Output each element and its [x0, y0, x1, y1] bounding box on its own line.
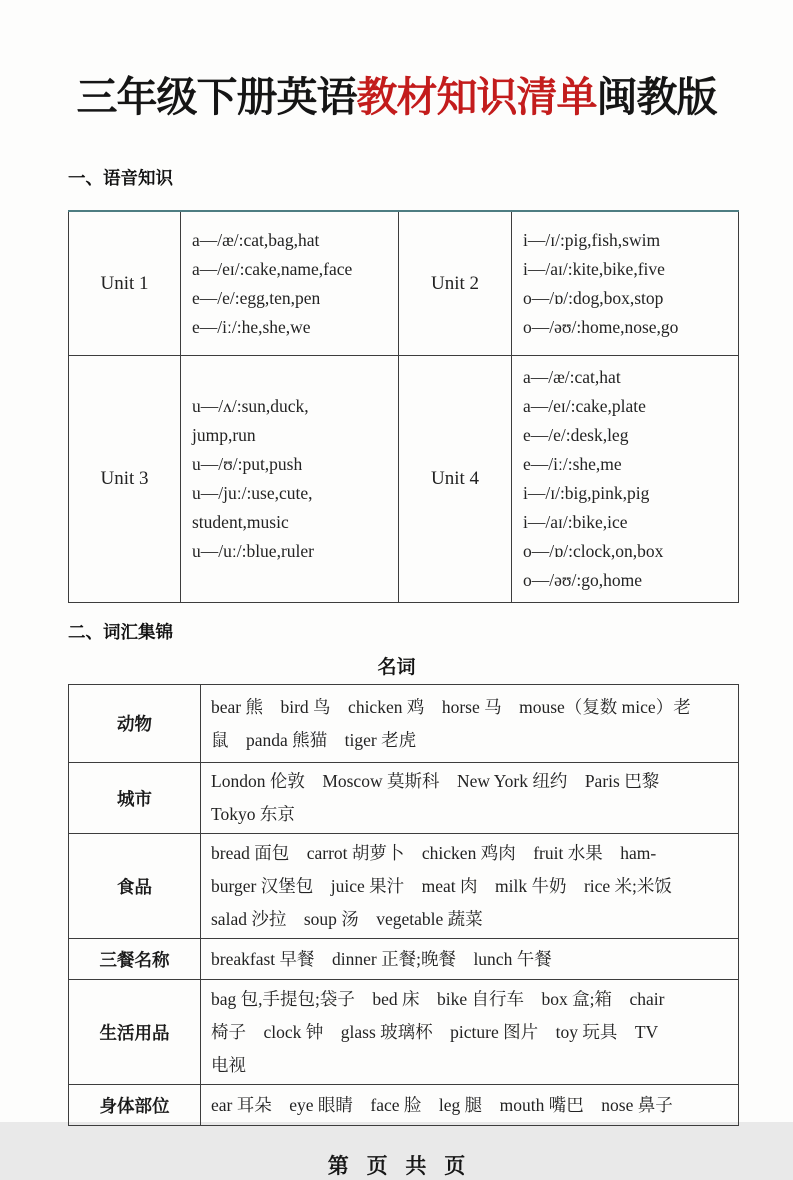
unit-2-lines-cell: [512, 211, 739, 356]
page-footer: 第 页 共 页: [327, 1155, 466, 1178]
vocab-row-animals: [69, 685, 739, 763]
vocab-lines-cell: [201, 1085, 739, 1126]
phonics-line: a—/eɪ/:cake,plate: [523, 396, 646, 416]
phonics-line: student,music: [192, 512, 289, 532]
vocab-line: breakfast 早餐 dinner 正餐;晚餐 lunch 午餐: [211, 948, 552, 969]
vocab-lines-cell: [201, 939, 739, 980]
page-title: [0, 0, 793, 123]
phonics-line: u—/uː/:blue,ruler: [192, 541, 314, 561]
phonics-line: u—/ʌ/:sun,duck,: [192, 396, 309, 416]
noun-subtitle: 名词: [377, 657, 416, 678]
phonics-line: u—/juː/:use,cute,: [192, 483, 313, 503]
vocab-lines-cell: [201, 685, 739, 763]
phonics-line: i—/ɪ/:pig,fish,swim: [523, 229, 661, 250]
unit-1-lines-cell: [181, 211, 399, 356]
category-label: 身体部位: [69, 1085, 201, 1126]
vocab-table: [68, 684, 739, 1126]
title-left: 三年级下册英语: [76, 74, 357, 120]
title-accent: 教材知识清单: [356, 74, 597, 120]
phonics-line: i—/aɪ/:kite,bike,five: [523, 258, 665, 279]
vocab-lines-cell: [201, 763, 739, 834]
phonics-section-heading: 一、语音知识: [68, 168, 173, 188]
vocab-line: 椅子 clock 钟 glass 玻璃杯 picture 图片 toy 玩具 TV: [211, 1021, 659, 1042]
category-label: 生活用品: [69, 980, 201, 1085]
phonics-line: jump,run: [192, 425, 256, 445]
phonics-line: o—/ɒ/:clock,on,box: [523, 541, 664, 561]
phonics-row-2: [69, 356, 739, 603]
category-label: 食品: [69, 834, 201, 939]
phonics-line: e—/iː/:she,me: [523, 454, 622, 474]
vocab-row-body-parts: [69, 1085, 739, 1126]
title-right: 闽教版: [596, 74, 717, 120]
vocab-row-meals: [69, 939, 739, 980]
phonics-line: o—/əʊ/:go,home: [523, 570, 642, 590]
phonics-table: [68, 210, 739, 603]
vocab-row-cities: [69, 763, 739, 834]
vocab-line: bear 熊 bird 鸟 chicken 鸡 horse 马 mouse（复数 mice）老: [211, 696, 691, 717]
vocab-line: salad 沙拉 soup 汤 vegetable 蔬菜: [211, 908, 483, 929]
phonics-line: a—/æ/:cat,hat: [523, 367, 621, 387]
vocab-line: 鼠 panda 熊猫 tiger 老虎: [211, 729, 417, 750]
vocab-section-heading: 二、词汇集锦: [68, 622, 173, 642]
category-label: 三餐名称: [69, 939, 201, 980]
unit-3-label: Unit 3: [69, 356, 181, 603]
phonics-line: e—/iː/:he,she,we: [192, 316, 311, 337]
category-label: 动物: [69, 685, 201, 763]
phonics-line: e—/e/:egg,ten,pen: [192, 287, 321, 308]
phonics-line: a—/æ/:cat,bag,hat: [192, 229, 320, 250]
phonics-line: a—/eɪ/:cake,name,face: [192, 258, 353, 279]
vocab-lines-cell: [201, 980, 739, 1085]
unit-3-lines-cell: [181, 356, 399, 603]
unit-4-lines-cell: [512, 356, 739, 603]
phonics-row-1: [69, 211, 739, 356]
vocab-line: London 伦敦 Moscow 莫斯科 New York 纽约 Paris 巴黎: [211, 771, 660, 791]
vocab-line: bread 面包 carrot 胡萝卜 chicken 鸡肉 fruit 水果 ham-: [211, 842, 657, 863]
unit-2-label: Unit 2: [399, 211, 512, 356]
phonics-line: o—/ɒ/:dog,box,stop: [523, 287, 664, 308]
vocab-line: bag 包,手提包;袋子 bed 床 bike 自行车 box 盒;箱 chair: [211, 988, 665, 1009]
unit-4-label: Unit 4: [399, 356, 512, 603]
phonics-line: u—/ʊ/:put,push: [192, 454, 303, 474]
phonics-line: o—/əʊ/:home,nose,go: [523, 316, 679, 337]
vocab-row-food: [69, 834, 739, 939]
vocab-lines-cell: [201, 834, 739, 939]
vocab-line: ear 耳朵 eye 眼睛 face 脸 leg 腿 mouth 嘴巴 nose 鼻子: [211, 1094, 673, 1115]
category-label: 城市: [69, 763, 201, 834]
vocab-row-daily-items: [69, 980, 739, 1085]
unit-1-label: Unit 1: [69, 211, 181, 356]
vocab-line: burger 汉堡包 juice 果汁 meat 肉 milk 牛奶 rice 米;米饭: [211, 875, 672, 896]
vocab-line: Tokyo 东京: [211, 804, 295, 824]
phonics-line: i—/aɪ/:bike,ice: [523, 512, 628, 532]
phonics-line: e—/e/:desk,leg: [523, 425, 629, 445]
phonics-line: i—/ɪ/:big,pink,pig: [523, 483, 650, 503]
vocab-line: 电视: [211, 1054, 246, 1075]
